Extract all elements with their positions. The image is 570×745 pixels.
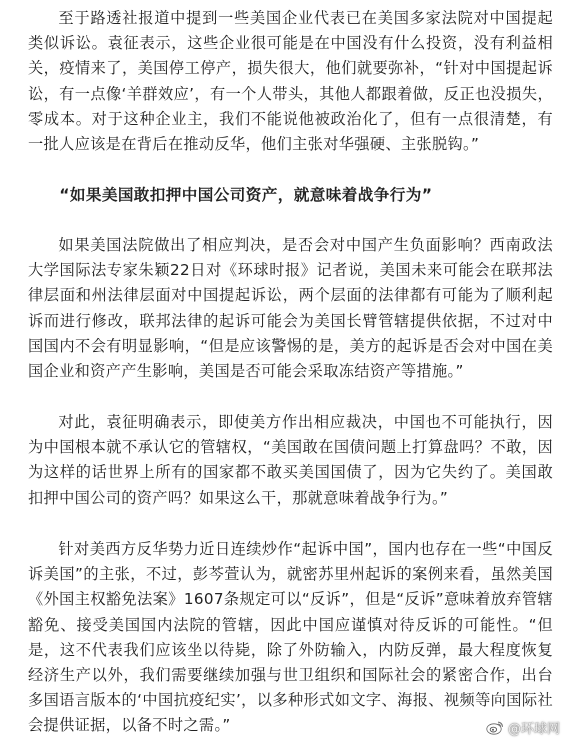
watermark — [486, 718, 560, 737]
section-heading: “如果美国敢扣押中国公司资产，就意味着战争行为” — [59, 186, 433, 204]
paragraph-4: 针对美西方反华势力近日连续炒作“起诉中国”，国内也存在一些“中国反诉美国”的主张，不过，彭芩萱认为，就密苏里州起诉的案例来看，虽然美国《外国主权豁免法案》1607条规定可以“反诉”，但是“反诉”意味着放弃管辖豁免、接受美国国内法院的管辖，因此中国应谨慎对待反诉的可能性。“但是，这不代表我们应该坐以待毙，除了外防输入，内防反弹，最大程度恢复经济生产以外，我们需要继续加强与世卫组织和国际社会的紧密合作，出台多国语言版本的‘中国抗疫纪实’，以多种形式如文字、海报、视频等向国际社会提供证据，以备不时之需。” — [28, 540, 553, 735]
paragraph-3: 对此，袁征明确表示，即使美方作出相应裁决，中国也不可能执行，因为中国根本就不承认它的管辖权，“美国敢在国债问题上打算盘吗？不敢，因为这样的话世界上所有的国家都不敢买美国国债了，因为它失约了。美国敢扣押中国公司的资产吗？如果这么干，那就意味着战争行为。” — [28, 413, 553, 507]
watermark-text: @环球网 — [507, 722, 560, 737]
paragraph-2: 如果美国法院做出了相应判决，是否会对中国产生负面影响？西南政法大学国际法专家朱颖22日对《环球时报》记者说，美国未来可能会在联邦法律层面和州法律层面对中国提起诉讼，两个层面的法律都有可能为了顺利起诉而进行修改，联邦法律的起诉可能会为美国长臂管辖提供依据，不过对中国国内不会有明显影响，“但是应该警惕的是，美方的起诉是否会对中国在美国企业和资产产生影响，美国是否可能会采取冻结资产等措施。” — [28, 236, 553, 381]
paragraph-1: 至于路透社报道中提到一些美国企业代表已在美国多家法院对中国提起类似诉讼。袁征表示，这些企业很可能是在中国没有什么投资，没有利益相关，疫情来了，美国停工停产，损失很大，他们就要弥补，“针对中国提起诉讼，有一点像‘羊群效应’，有一个人带头，其他人都跟着做，反正也没损失，零成本。对于这种企业主，我们不能说他被政治化了，但有一点很清楚，有一批人应该是在背后在推动反华，他们主张对华强硬、主张脱钩。” — [28, 9, 553, 154]
weibo-icon — [486, 720, 504, 735]
